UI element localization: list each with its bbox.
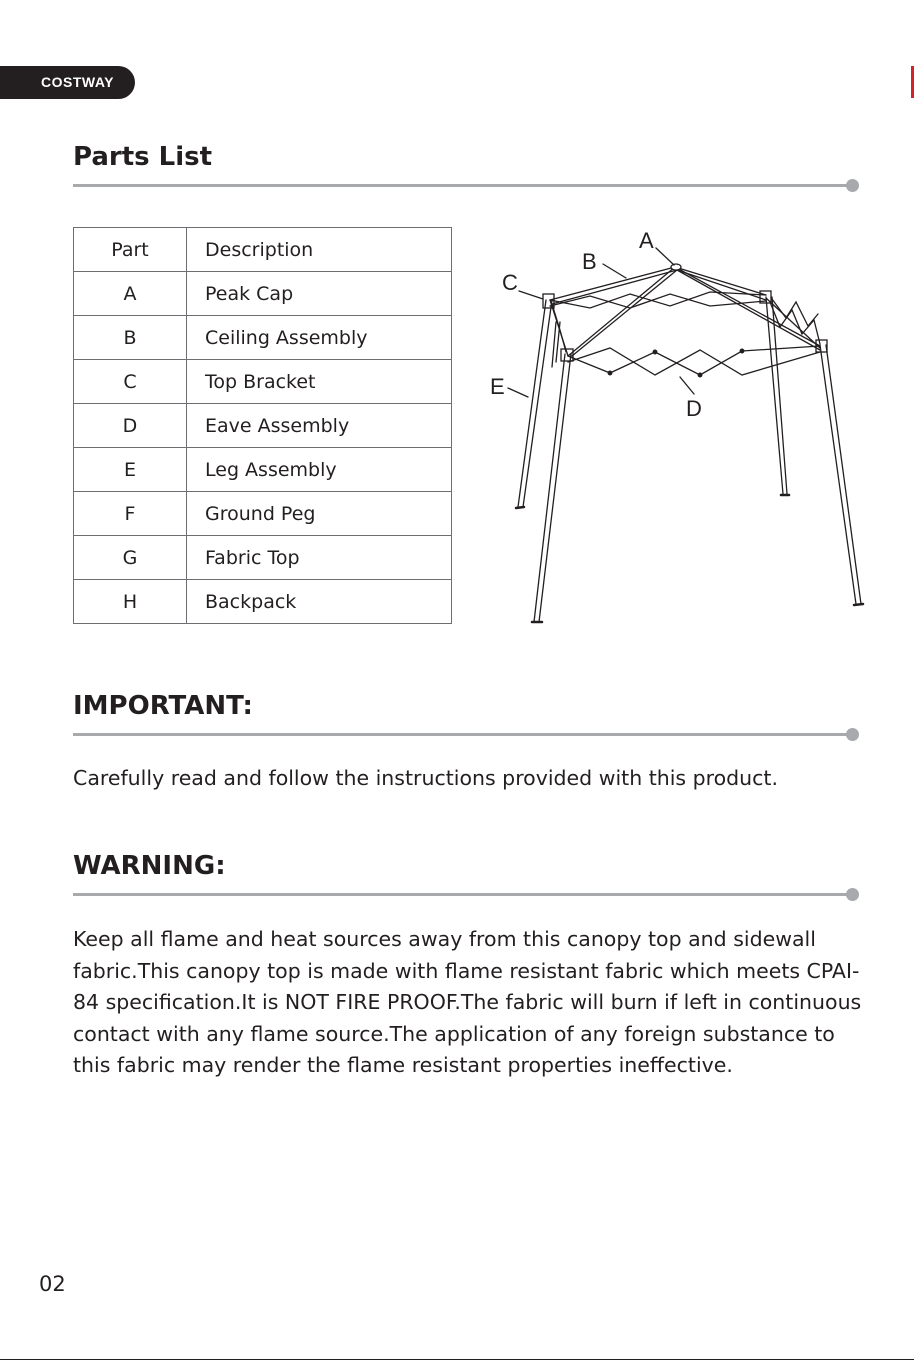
part-description: Leg Assembly bbox=[187, 448, 452, 492]
rule-dot bbox=[846, 888, 859, 901]
callout-label-a: A bbox=[639, 228, 654, 253]
rule-dot bbox=[846, 728, 859, 741]
part-description: Fabric Top bbox=[187, 536, 452, 580]
part-letter: B bbox=[74, 316, 187, 360]
table-row bbox=[74, 492, 452, 536]
table-row bbox=[74, 272, 452, 316]
important-text: Carefully read and follow the instructions provided with this product. bbox=[73, 766, 778, 790]
table-row bbox=[74, 536, 452, 580]
part-letter: H bbox=[74, 580, 187, 624]
table-row bbox=[74, 448, 452, 492]
rule-dot bbox=[846, 179, 859, 192]
part-description: Ground Peg bbox=[187, 492, 452, 536]
callout-label-e: E bbox=[490, 374, 505, 399]
part-letter: G bbox=[74, 536, 187, 580]
page-bottom-line bbox=[0, 1359, 914, 1360]
part-description: Peak Cap bbox=[187, 272, 452, 316]
part-description: Eave Assembly bbox=[187, 404, 452, 448]
parts-list-heading: Parts List bbox=[73, 142, 213, 172]
brand-logo: COSTWAY bbox=[0, 66, 135, 99]
section-rule bbox=[73, 733, 849, 736]
part-letter: A bbox=[74, 272, 187, 316]
part-letter: E bbox=[74, 448, 187, 492]
part-description: Backpack bbox=[187, 580, 452, 624]
page-number: 02 bbox=[39, 1272, 66, 1296]
canopy-frame-diagram bbox=[480, 222, 880, 632]
table-row bbox=[74, 404, 452, 448]
section-rule bbox=[73, 893, 849, 896]
part-letter: C bbox=[74, 360, 187, 404]
callout-label-d: D bbox=[686, 396, 702, 421]
part-letter: D bbox=[74, 404, 187, 448]
table-header-row bbox=[74, 228, 452, 272]
important-heading: IMPORTANT: bbox=[73, 691, 253, 721]
part-description: Ceiling Assembly bbox=[187, 316, 452, 360]
callout-label-c: C bbox=[502, 270, 518, 295]
warning-heading: WARNING: bbox=[73, 851, 226, 881]
callout-label-b: B bbox=[582, 249, 597, 274]
section-rule bbox=[73, 184, 849, 187]
canopy-frame-drawing bbox=[508, 248, 863, 622]
column-header-description: Description bbox=[187, 228, 452, 272]
warning-text: Keep all flame and heat sources away from this canopy top and sidewall fabric.This canopy top is made with flame resistant fabric which meets CPAI-84 specification.It is NOT FIRE PROOF.The fabric will burn if left in continuous contact with any flame source.The application of any foreign substance to this fabric may render the flame resistant properties ineffective. bbox=[73, 927, 862, 1077]
table-row bbox=[74, 316, 452, 360]
table-row bbox=[74, 360, 452, 404]
column-header-part: Part bbox=[74, 228, 187, 272]
part-letter: F bbox=[74, 492, 187, 536]
part-description: Top Bracket bbox=[187, 360, 452, 404]
parts-table bbox=[73, 227, 452, 624]
table-row bbox=[74, 580, 452, 624]
